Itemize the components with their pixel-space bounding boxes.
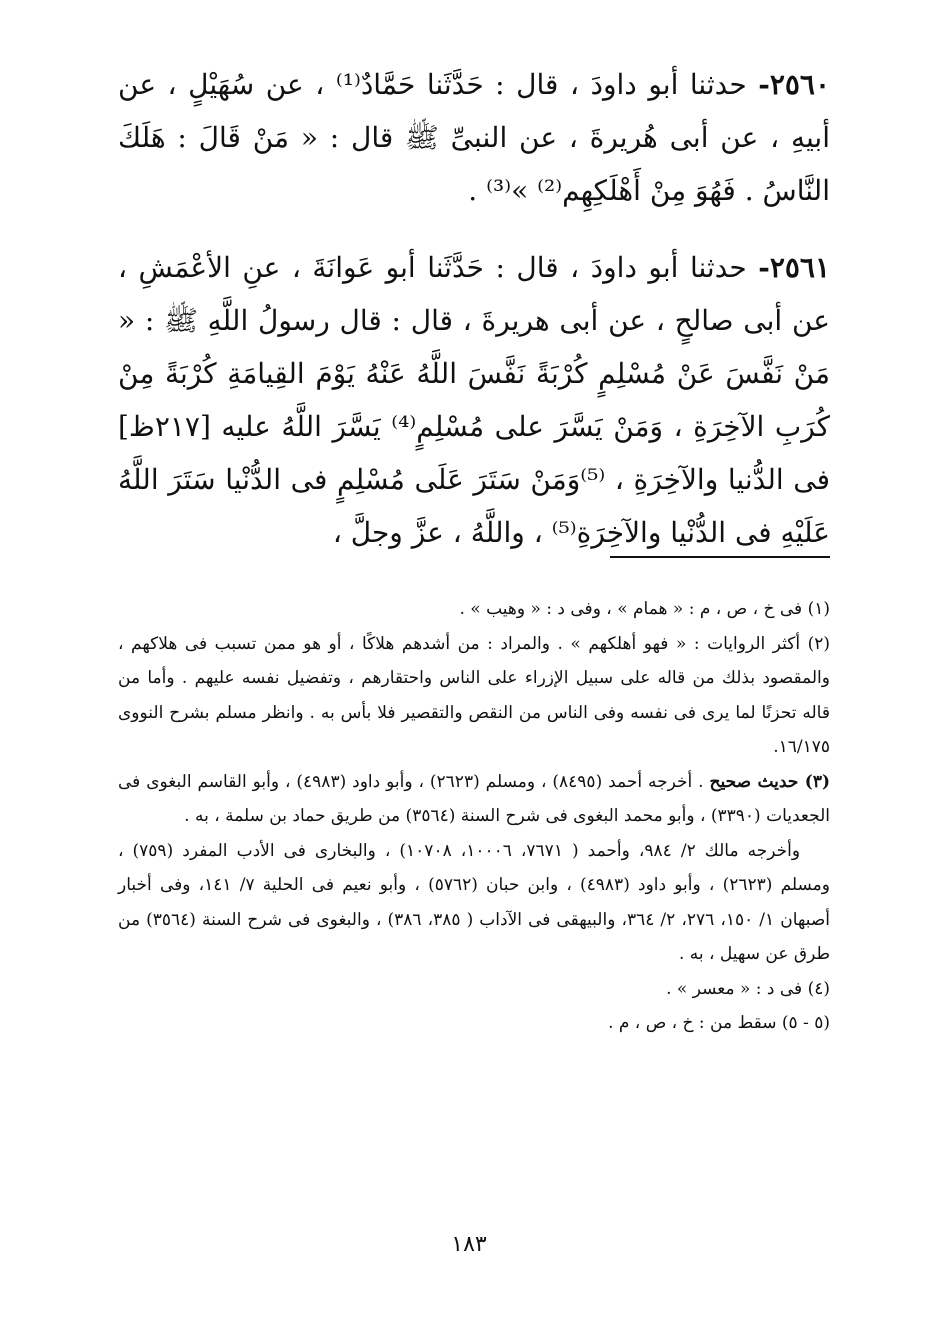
footnote-grade: (٣) حديث صحيح bbox=[709, 771, 830, 792]
hadith-number: ٢٥٦١- bbox=[758, 251, 830, 284]
hadith-text: حدثنا أبو داودَ ، قال : حَدَّثَنا حَمَّادٌ⁽¹⁾ ، عن سُهَيْلٍ ، عن أبيهِ ، عن أبى هُريرةَ ، عن النبىِّ ﷺ قال : « مَنْ قَالَ : هَلَكَ النَّاسُ . فَهُوَ مِنْ أَهْلَكِهِم⁽²⁾ »⁽³⁾ . bbox=[118, 68, 830, 207]
footnote-3-continued: وأخرجه مالك ٢/ ٩٨٤، وأحمد ( ٧٦٧١، ١٠٠٠٦، ١٠٧٠٨) ، والبخارى فى الأدب المفرد (٧٥٩) ، ومسلم (٢٦٢٣) ، وأبو داود (٤٩٨٣) ، وابن حبان (٥٧٦٢) ، وأبو نعيم فى الحلية ٧/ ١٤١، وفى أخبار أصبهان ١/ ١٥٠، ٢٧٦، ٢/ ٣٦٤، والبيهقى فى الآداب ( ٣٨٥، ٣٨٦) ، والبغوى فى شرح السنة (٣٥٦٤) من طرق عن سهيل ، به . bbox=[118, 840, 831, 964]
main-text bbox=[118, 0, 830, 559]
hadith-2560 bbox=[118, 58, 830, 217]
footnotes bbox=[118, 592, 830, 1041]
footnote-5: (٥ - ٥) سقط من : خ ، ص ، م . bbox=[608, 1013, 830, 1033]
footnote-2: (٢) أكثر الروايات : « فهو أهلكهم » . والمراد : من أشدهم هلاكًا ، أو هو ممن تسبب فى هلاكهم ، والمقصود بذلك من قاله على سبيل الإزراء على الناس واحتقارهم ، وتفضيل نفسه عليهم . وأما من قاله تحزنًا لما يرى فى نفسه وفى الناس من النقص والتقصير فلا بأس به . وانظر مسلم بشرح النووى ١٦/١٧٥. bbox=[118, 633, 830, 757]
footnote-3: (٣) حديث صحيح . أخرجه أحمد (٨٤٩٥) ، ومسلم (٢٦٢٣) ، وأبو داود (٤٩٨٣) ، وأبو القاسم البغوى فى الجعديات (٣٣٩٠) ، وأبو محمد البغوى فى شرح السنة (٣٥٦٤) من طريق حماد بن سلمة ، به . bbox=[118, 771, 830, 826]
hadith-2561 bbox=[118, 241, 830, 559]
footnote-divider bbox=[610, 556, 830, 558]
footnote-4: (٤) فى د : « معسر » . bbox=[666, 978, 830, 999]
page-number: ١٨٣ bbox=[451, 1232, 487, 1257]
hadith-number: ٢٥٦٠- bbox=[758, 68, 830, 101]
hadith-text: حدثنا أبو داودَ ، قال : حَدَّثَنا أبو عَوانَةَ ، عنِ الأعْمَشِ ، عن أبى صالحٍ ، عن أبى هريرةَ ، قال : قال رسولُ اللَّهِ ﷺ : « مَنْ نَفَّسَ عَنْ مُسْلِمٍ كُرْبَةً نَفَّسَ اللَّهُ عَنْهُ يَوْمَ القِيامَةِ كُرْبَةً مِنْ كُرَبِ الآخِرَةِ ، وَمَنْ يَسَّرَ على مُسْلِمٍ⁽⁴⁾ يَسَّرَ اللَّهُ عليه [٢١٧ظ] فى الدُّنيا والآخِرَةِ ، ⁽⁵⁾وَمَنْ سَتَرَ عَلَى مُسْلِمٍ فى الدُّنْيا سَتَرَ اللَّهُ عَلَيْهِ فى الدُّنْيا والآخِرَةِ⁽⁵⁾ ، واللَّهُ ، عزَّ وجلَّ ، bbox=[118, 251, 830, 549]
footnote-1: (١) فى خ ، ص ، م : « همام » ، وفى د : « وهيب » . bbox=[459, 599, 830, 619]
